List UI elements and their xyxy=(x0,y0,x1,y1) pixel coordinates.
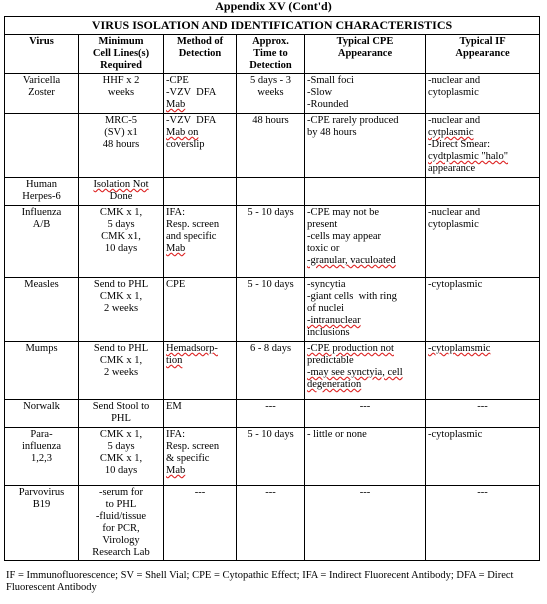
cell-cpe xyxy=(305,428,426,486)
virus-characteristics-table xyxy=(4,16,540,561)
abbreviations-footnote: IF = Immunofluorescence; SV = Shell Vial; CPE = Cytopathic Effect; IFA = Indirect Fluorecent Antibody; DFA = Direct Fluorescent Antibody xyxy=(6,570,514,593)
header-cell-lines xyxy=(79,35,164,74)
cell-line: by 48 hours xyxy=(307,127,357,138)
cell-line: cytplasmic xyxy=(428,127,474,138)
cell-line: Para- xyxy=(30,429,53,440)
cell-line: Herpes-6 xyxy=(22,191,61,202)
cell-line: -cytoplasmic xyxy=(428,429,483,440)
cell-method xyxy=(164,400,237,428)
header-line: Required xyxy=(100,60,142,71)
cell-line: --- xyxy=(265,401,276,412)
cell-line: A/B xyxy=(32,219,51,230)
cell-if xyxy=(426,486,540,561)
cell-line: inclusions xyxy=(307,327,350,338)
cell-if xyxy=(426,114,540,178)
cell-line: & specific xyxy=(166,453,210,464)
header-if xyxy=(426,35,540,74)
cell-line: Mab xyxy=(166,99,186,110)
cell-line: 6 - 8 days xyxy=(249,343,292,354)
cell-line: to PHL xyxy=(105,499,137,510)
cell-line: 5 - 10 days xyxy=(247,429,294,440)
cell-line: 48 hours xyxy=(102,139,140,150)
cell-cell-lines xyxy=(79,114,164,178)
cell-line: -may see synctyia, cell xyxy=(307,367,403,378)
cell-cpe xyxy=(305,342,426,400)
cell-virus xyxy=(5,278,79,342)
cell-line: 5 - 10 days xyxy=(247,279,294,290)
cell-if xyxy=(426,400,540,428)
cell-line: 2 weeks xyxy=(103,303,139,314)
cell-line: --- xyxy=(265,487,276,498)
header-row xyxy=(5,35,540,74)
cell-line: EM xyxy=(166,401,182,412)
cell-line: tion xyxy=(166,355,183,366)
cell-time xyxy=(237,400,305,428)
cell-virus xyxy=(5,114,79,178)
cell-line: -Rounded xyxy=(307,99,349,110)
cell-line: Norwalk xyxy=(23,401,60,412)
cell-line: -CPE rarely produced xyxy=(307,115,399,126)
cell-line: --- xyxy=(194,487,206,498)
cell-cell-lines xyxy=(79,74,164,114)
cell-line: -Slow xyxy=(307,87,333,98)
cell-method xyxy=(164,178,237,206)
cell-line: Mab on xyxy=(166,127,199,138)
cell-virus xyxy=(5,486,79,561)
cell-virus xyxy=(5,178,79,206)
cell-line: toxic or xyxy=(307,243,340,254)
cell-line: of nuclei xyxy=(307,303,345,314)
cell-line: CMK x 1, xyxy=(99,429,143,440)
cell-line: cytoplasmic xyxy=(428,87,479,98)
cell-line: CMK x 1, xyxy=(99,291,143,302)
cell-method xyxy=(164,278,237,342)
header-line: Cell Lines(s) xyxy=(92,48,150,59)
page-title: Appendix XV (Cont'd) xyxy=(215,0,332,13)
cell-line: Varicella xyxy=(22,75,61,86)
cell-if xyxy=(426,428,540,486)
cell-if xyxy=(426,278,540,342)
cell-cell-lines xyxy=(79,206,164,278)
cell-time xyxy=(237,428,305,486)
header-line: Detection xyxy=(178,48,222,59)
table-row xyxy=(5,428,540,486)
cell-line: -intranuclear xyxy=(307,315,361,326)
header-line: Time to xyxy=(253,48,288,59)
cell-time xyxy=(237,178,305,206)
cell-line: -giant cells with ring xyxy=(307,291,397,302)
cell-if xyxy=(426,74,540,114)
cell-line: B19 xyxy=(32,499,51,510)
cell-line: (SV) x1 xyxy=(104,127,138,138)
cell-line: -CPE xyxy=(166,75,189,86)
cell-line: 5 days xyxy=(107,219,135,230)
cell-time xyxy=(237,486,305,561)
cell-method xyxy=(164,74,237,114)
cell-line: 48 hours xyxy=(252,115,289,126)
cell-line: CMK x 1, xyxy=(99,453,143,464)
cell-method xyxy=(164,342,237,400)
cell-line: -VZV DFA xyxy=(166,115,217,126)
cell-line: cytoplasmic xyxy=(428,219,479,230)
cell-line: Zoster xyxy=(28,87,55,98)
cell-line: -serum for xyxy=(98,487,144,498)
cell-line: CMK x1, xyxy=(101,231,141,242)
cell-line: degeneration xyxy=(307,379,362,390)
header-line: Minimum xyxy=(98,36,144,47)
cell-line: Send to PHL xyxy=(93,343,149,354)
cell-line: CPE xyxy=(166,279,186,290)
cell-cell-lines xyxy=(79,342,164,400)
cell-line: -nuclear and xyxy=(428,75,481,86)
cell-line: CMK x 1, xyxy=(99,355,143,366)
cell-line: and specific xyxy=(166,231,217,242)
cell-line: Resp. screen xyxy=(166,219,220,230)
cell-line: -VZV DFA xyxy=(166,87,217,98)
cell-time xyxy=(237,74,305,114)
cell-line: 5 days xyxy=(107,441,135,452)
cell-line: -syncytia xyxy=(307,279,346,290)
cell-time xyxy=(237,278,305,342)
cell-line: appearance xyxy=(428,163,476,174)
cell-line: Mumps xyxy=(25,343,58,354)
cell-time xyxy=(237,206,305,278)
cell-method xyxy=(164,206,237,278)
cell-line: Parvovirus xyxy=(18,487,65,498)
header-line: Method of xyxy=(176,36,224,47)
cell-cell-lines xyxy=(79,486,164,561)
cell-line: PHL xyxy=(111,413,131,424)
cell-line: Isolation Not xyxy=(93,179,149,190)
cell-line: -Small foci xyxy=(307,75,354,86)
cell-method xyxy=(164,486,237,561)
cell-line: Resp. screen xyxy=(166,441,220,452)
cell-virus xyxy=(5,428,79,486)
cell-cpe xyxy=(305,74,426,114)
cell-line: Virology xyxy=(102,535,140,546)
cell-cpe xyxy=(305,400,426,428)
cell-virus xyxy=(5,400,79,428)
cell-virus xyxy=(5,74,79,114)
cell-line: 5 days - 3 xyxy=(249,75,292,86)
cell-line: --- xyxy=(359,487,371,498)
header-method xyxy=(164,35,237,74)
cell-line: -CPE production not xyxy=(307,343,394,354)
table-row xyxy=(5,206,540,278)
header-line: Virus xyxy=(29,36,54,47)
cell-line: present xyxy=(307,219,338,230)
cell-line: Mab xyxy=(166,465,186,476)
cell-line: CMK x 1, xyxy=(99,207,143,218)
cell-cpe xyxy=(305,206,426,278)
cell-line: HHF x 2 xyxy=(102,75,140,86)
cell-cell-lines xyxy=(79,278,164,342)
cell-line: 10 days xyxy=(104,243,138,254)
cell-cpe xyxy=(305,278,426,342)
cell-cell-lines xyxy=(79,400,164,428)
cell-time xyxy=(237,342,305,400)
cell-line: - little or none xyxy=(307,429,367,440)
cell-line: -Direct Smear: xyxy=(428,139,491,150)
cell-method xyxy=(164,428,237,486)
cell-method xyxy=(164,114,237,178)
cell-line: cydtplasmic "halo" xyxy=(428,151,509,162)
cell-line: -nuclear and xyxy=(428,115,481,126)
cell-cpe xyxy=(305,486,426,561)
cell-line: -cells may appear xyxy=(307,231,382,242)
cell-line: Influenza xyxy=(21,207,62,218)
header-virus xyxy=(5,35,79,74)
cell-line: weeks xyxy=(257,87,284,98)
cell-line: weeks xyxy=(107,87,135,98)
header-line: Appearance xyxy=(337,48,393,59)
header-line: Detection xyxy=(249,60,292,71)
cell-line: coverslip xyxy=(166,139,205,150)
cell-line: Mab xyxy=(166,243,186,254)
cell-line: --- xyxy=(477,487,488,498)
cell-line: Hemadsorp- xyxy=(166,343,218,354)
cell-virus xyxy=(5,342,79,400)
cell-line: Human xyxy=(26,179,57,190)
cell-line: --- xyxy=(477,401,488,412)
cell-line: Done xyxy=(109,191,133,202)
cell-line: 2 weeks xyxy=(103,367,139,378)
table-row xyxy=(5,114,540,178)
table-row xyxy=(5,400,540,428)
header-line: Appearance xyxy=(455,48,510,59)
cell-virus xyxy=(5,206,79,278)
header-line: Approx. xyxy=(252,36,289,47)
cell-line: IFA: xyxy=(166,207,186,218)
table-row xyxy=(5,486,540,561)
table-row xyxy=(5,74,540,114)
cell-line: for PCR, xyxy=(102,523,140,534)
cell-line: 10 days xyxy=(104,465,138,476)
cell-cell-lines xyxy=(79,428,164,486)
cell-line: Measles xyxy=(24,279,59,290)
cell-cpe xyxy=(305,178,426,206)
cell-line: -CPE may not be xyxy=(307,207,380,218)
cell-line: -granular, vaculoated xyxy=(307,255,396,266)
header-cpe xyxy=(305,35,426,74)
table-caption: VIRUS ISOLATION AND IDENTIFICATION CHARACTERISTICS xyxy=(5,17,540,35)
header-line: Typical CPE xyxy=(336,36,394,47)
cell-line: influenza xyxy=(21,441,62,452)
cell-if xyxy=(426,342,540,400)
cell-cpe xyxy=(305,114,426,178)
cell-line: 5 - 10 days xyxy=(247,207,294,218)
cell-line: IFA: xyxy=(166,429,186,440)
header-time xyxy=(237,35,305,74)
cell-cell-lines xyxy=(79,178,164,206)
cell-line: -cytoplamsmic xyxy=(428,343,491,354)
cell-line: predictable xyxy=(307,355,354,366)
cell-line: -nuclear and xyxy=(428,207,481,218)
cell-line: Send to PHL xyxy=(93,279,149,290)
cell-line: -fluid/tissue xyxy=(95,511,147,522)
cell-if xyxy=(426,178,540,206)
table-row xyxy=(5,342,540,400)
cell-line: Send Stool to xyxy=(92,401,150,412)
cell-line: MRC-5 xyxy=(104,115,138,126)
cell-line: Research Lab xyxy=(92,547,150,558)
header-line: Typical IF xyxy=(459,36,506,47)
cell-if xyxy=(426,206,540,278)
cell-line: -cytoplasmic xyxy=(428,279,483,290)
table-row xyxy=(5,278,540,342)
cell-time xyxy=(237,114,305,178)
cell-line: --- xyxy=(359,401,371,412)
table-row xyxy=(5,178,540,206)
cell-line: 1,2,3 xyxy=(31,453,52,464)
